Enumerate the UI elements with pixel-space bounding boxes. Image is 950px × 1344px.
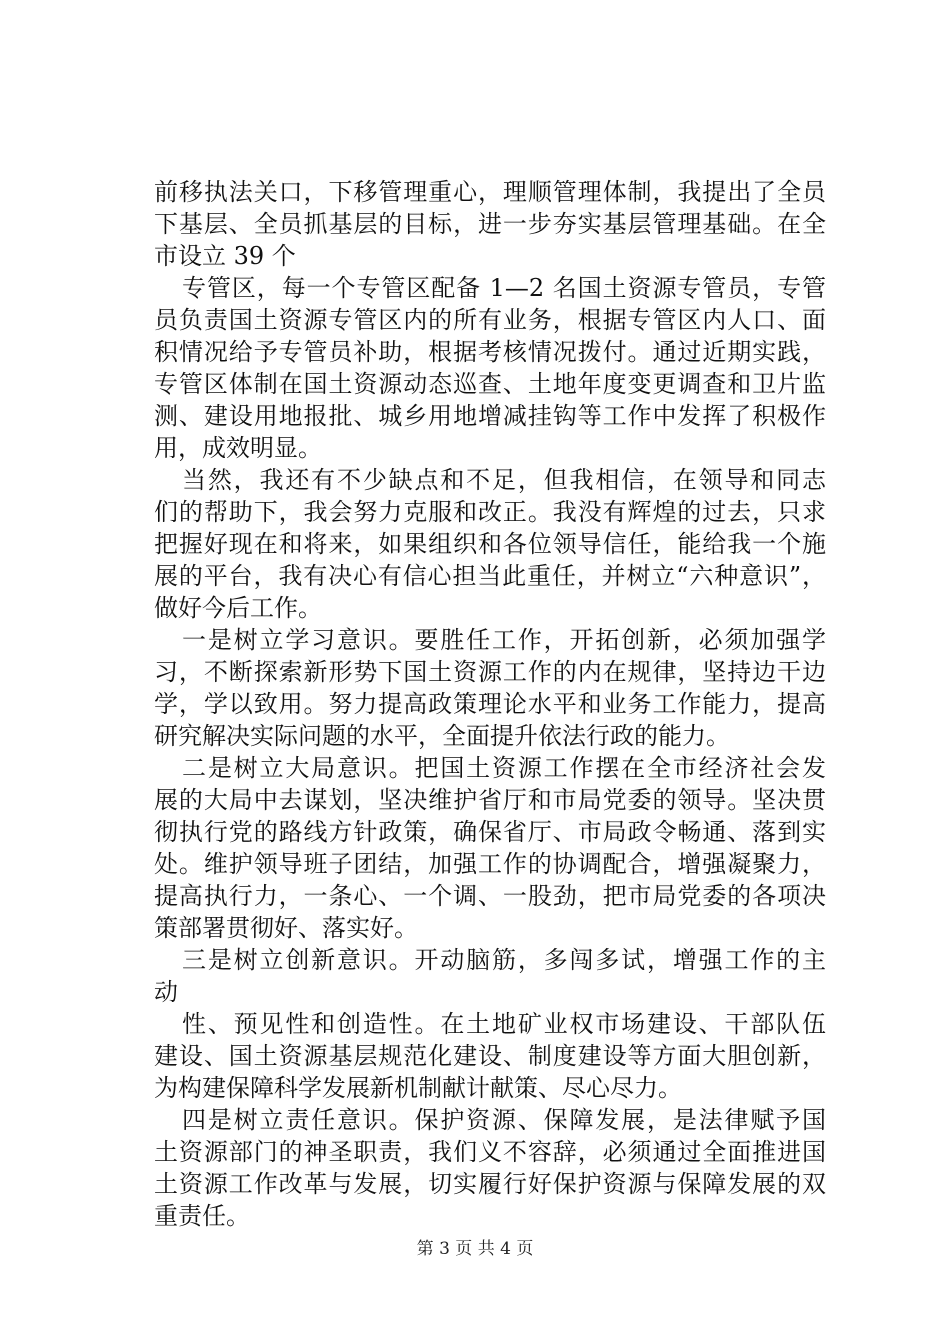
text-line: 积情况给予专管员补助，根据考核情况拨付。通过近期实践， — [154, 338, 826, 366]
text-line: 动 — [154, 978, 178, 1006]
text-line: 们的帮助下，我会努力克服和改正。我没有辉煌的过去，只求 — [154, 498, 826, 526]
text-line: 策部署贯彻好、落实好。 — [154, 914, 418, 942]
text-line: 四是树立责任意识。保护资源、保障发展，是法律赋予国 — [182, 1106, 826, 1134]
page-footer: 第 3 页 共 4 页 — [416, 1239, 534, 1259]
document-body — [154, 176, 826, 1232]
text-line: 当然，我还有不少缺点和不足，但我相信，在领导和同志 — [182, 466, 826, 494]
text-line: 专管区，每一个专管区配备 1—2 名国土资源专管员，专管 — [182, 274, 826, 302]
text-line: 彻执行党的路线方针政策，确保省厅、市局政令畅通、落到实 — [154, 818, 826, 846]
text-line: 测、建设用地报批、城乡用地增减挂钩等工作中发挥了积极作 — [154, 402, 826, 430]
text-line: 把握好现在和将来，如果组织和各位领导信任，能给我一个施 — [154, 530, 826, 558]
text-line: 前移执法关口，下移管理重心，理顺管理体制，我提出了全员 — [154, 178, 826, 206]
text-line: 市设立 39 个 — [154, 242, 296, 270]
text-line: 一是树立学习意识。要胜任工作，开拓创新，必须加强学 — [182, 626, 826, 654]
text-line: 用，成效明显。 — [154, 434, 322, 462]
text-line: 为构建保障科学发展新机制献计献策、尽心尽力。 — [154, 1074, 682, 1102]
text-line: 习，不断探索新形势下国土资源工作的内在规律，坚持边干边 — [154, 658, 826, 686]
text-line: 做好今后工作。 — [154, 594, 322, 622]
text-line: 二是树立大局意识。把国土资源工作摆在全市经济社会发 — [182, 754, 826, 782]
text-line: 提高执行力，一条心、一个调、一股劲，把市局党委的各项决 — [154, 882, 826, 910]
text-line: 展的大局中去谋划，坚决维护省厅和市局党委的领导。坚决贯 — [154, 786, 826, 814]
text-line: 展的平台，我有决心有信心担当此重任，并树立“六种意识”， — [154, 562, 826, 590]
text-line: 重责任。 — [154, 1202, 250, 1230]
text-line: 员负责国土资源专管区内的所有业务，根据专管区内人口、面 — [154, 306, 826, 334]
text-line: 性、预见性和创造性。在土地矿业权市场建设、干部队伍 — [182, 1010, 826, 1038]
text-line: 研究解决实际问题的水平，全面提升依法行政的能力。 — [154, 722, 730, 750]
text-line: 下基层、全员抓基层的目标，进一步夯实基层管理基础。在全 — [154, 210, 826, 238]
text-line: 土资源工作改革与发展，切实履行好保护资源与保障发展的双 — [154, 1170, 826, 1198]
text-line: 学，学以致用。努力提高政策理论水平和业务工作能力，提高 — [154, 690, 826, 718]
text-line: 三是树立创新意识。开动脑筋，多闯多试，增强工作的主 — [182, 946, 826, 974]
text-line: 土资源部门的神圣职责，我们义不容辞，必须通过全面推进国 — [154, 1138, 826, 1166]
text-line: 建设、国土资源基层规范化建设、制度建设等方面大胆创新， — [154, 1042, 826, 1070]
text-line: 处。维护领导班子团结，加强工作的协调配合，增强凝聚力， — [154, 850, 826, 878]
text-line: 专管区体制在国土资源动态巡查、土地年度变更调查和卫片监 — [154, 370, 826, 398]
